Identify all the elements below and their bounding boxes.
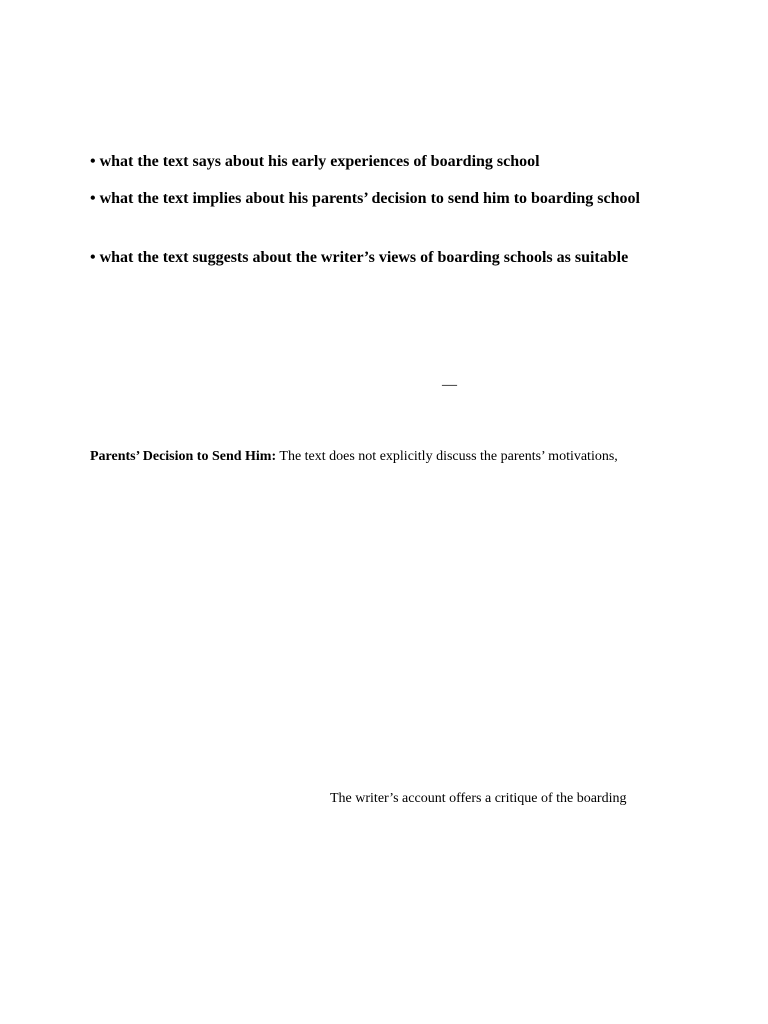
bullet-parents-decision: • what the text implies about his parents’ decision to send him to boarding school <box>90 190 640 207</box>
bullet-writer-views: • what the text suggests about the writer’s views of boarding schools as suitable <box>90 249 629 266</box>
parents-decision-label: Parents’ Decision to Send Him: <box>90 449 277 464</box>
parents-decision-text: The text does not explicitly discuss the parents’ motivations, <box>276 449 618 464</box>
em-dash: — <box>442 377 457 393</box>
parents-decision-paragraph <box>90 448 618 466</box>
bullet-early-experiences: • what the text says about his early experiences of boarding school <box>90 153 540 170</box>
critique-paragraph: The writer’s account offers a critique of the boarding <box>330 791 627 806</box>
